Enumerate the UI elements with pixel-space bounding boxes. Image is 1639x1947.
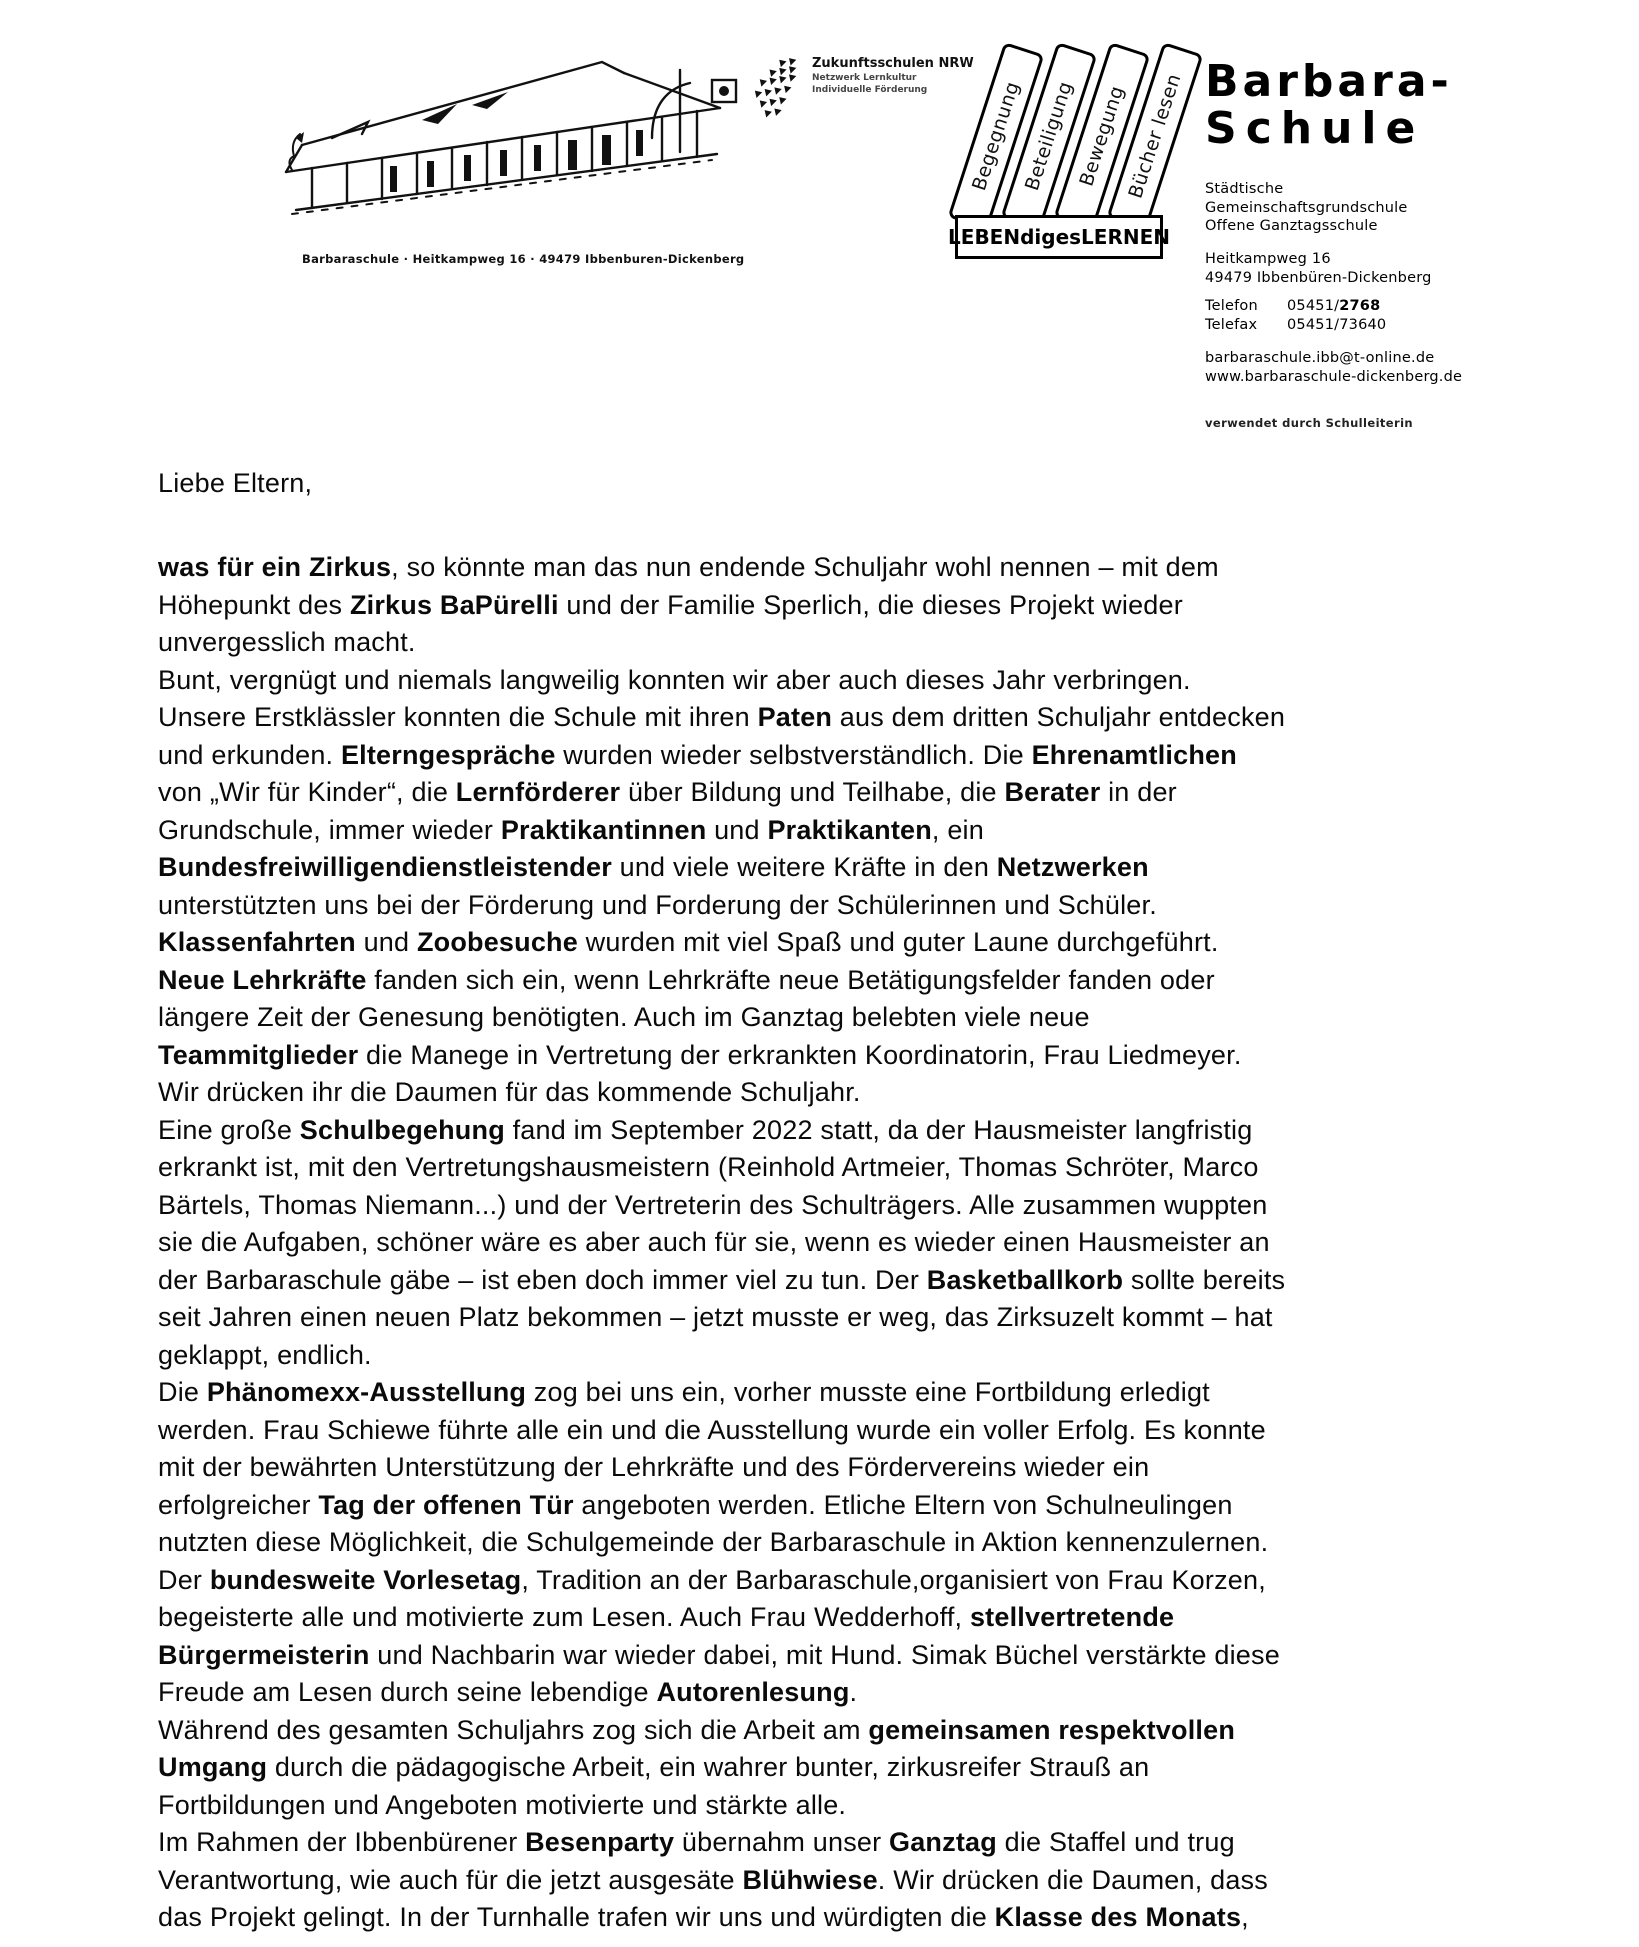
letter-line: Wir drücken ihr die Daumen für das kommende Schuljahr.: [158, 1077, 861, 1107]
letter-line: Verantwortung, wie auch für die jetzt ausgesäte Blühwiese. Wir drücken die Daumen, dass: [158, 1864, 1268, 1895]
fax-number: 05451/73640: [1287, 316, 1387, 333]
letter-line: Teammitglieder die Manege in Vertretung der erkrankten Koordinatorin, Frau Liedmeyer.: [158, 1039, 1242, 1070]
letter-line: der Barbaraschule gäbe – ist eben doch immer viel zu tun. Der Basketballkorb sollte bereits: [158, 1264, 1286, 1295]
ribbon-4: Bücher lesen: [1107, 42, 1204, 230]
phone-label: Telefon: [1205, 298, 1258, 314]
letter-line: werden. Frau Schiewe führte alle ein und die Ausstellung wurde ein voller Erfolg. Es konnte: [158, 1414, 1266, 1445]
letter-line: Während des gesamten Schuljahrs zog sich die Arbeit am gemeinsamen respektvollen: [158, 1714, 1236, 1745]
letter-line: Klassenfahrten und Zoobesuche wurden mit viel Spaß und guter Laune durchgeführt.: [158, 927, 1219, 957]
school-email: barbaraschule.ibb@t-online.de: [1205, 350, 1435, 366]
letter-line: Bundesfreiwilligendienstleistender und viele weitere Kräfte in den Netzwerken: [158, 852, 1149, 882]
letter-line: Umgang durch die pädagogische Arbeit, ein wahrer bunter, zirkusreifer Strauß an: [158, 1752, 1150, 1782]
phone-line: [1205, 297, 1386, 316]
ribbon-3: Bewegung: [1054, 42, 1151, 230]
letter-line: Unsere Erstklässler konnten die Schule mit ihren Paten aus dem dritten Schuljahr entdecken: [158, 702, 1286, 732]
letter-line: unterstützten uns bei der Förderung und Forderung der Schülerinnen und Schüler.: [158, 889, 1157, 920]
letter-line: mit der bewährten Unterstützung der Lehrkräfte und des Fördervereins wieder ein: [158, 1452, 1150, 1482]
letter-line: und erkunden. Elterngespräche wurden wieder selbstverständlich. Die Ehrenamtlichen: [158, 739, 1237, 770]
school-type3: Offene Ganztagsschule: [1205, 218, 1378, 234]
nrw-logo-title: Zukunftsschulen NRW: [812, 56, 974, 71]
nrw-dots-icon: [750, 58, 802, 120]
nrw-logo-line2: Netzwerk Lernkultur: [812, 73, 917, 83]
letter-line: Bunt, vergnügt und niemals langweilig konnten wir aber auch dieses Jahr verbringen.: [158, 664, 1191, 695]
building-caption: Barbaraschule · Heitkampweg 16 · 49479 Ibbenburen-Dickenberg: [302, 252, 745, 266]
ribbon-1: Begegnung: [948, 42, 1045, 230]
fax-line: [1205, 316, 1386, 335]
letter-line: geklappt, endlich.: [158, 1339, 372, 1370]
school-city: 49479 Ibbenbüren-Dickenberg: [1205, 269, 1432, 286]
school-building-sketch: [272, 42, 742, 222]
school-type2: Gemeinschaftsgrundschule: [1205, 199, 1408, 216]
school-phone-block: [1205, 297, 1386, 334]
letter-line: Bärtels, Thomas Niemann...) und der Vertreterin des Schulträgers. Alle zusammen wuppten: [158, 1189, 1268, 1220]
school-identity-block: [1205, 58, 1545, 448]
school-type-block: [1205, 180, 1408, 236]
letter-line: unvergesslich macht.: [158, 627, 416, 657]
letter-line: Bürgermeisterin und Nachbarin war wieder dabei, mit Hund. Simak Büchel verstärkte diese: [158, 1639, 1280, 1670]
letter-line: Freude am Lesen durch seine lebendige Autorenlesung.: [158, 1677, 858, 1707]
letter-line: seit Jahren einen neuen Platz bekommen – jetzt musste er weg, das Zirksuzelt kommt – hat: [158, 1302, 1273, 1332]
building-drawing-icon: [272, 42, 742, 222]
letter-line: Im Rahmen der Ibbenbürener Besenparty übernahm unser Ganztag die Staffel und trug: [158, 1827, 1235, 1857]
salutation: Liebe Eltern,: [158, 468, 313, 498]
letter-line: was für ein Zirkus, so könnte man das nun endende Schuljahr wohl nennen – mit dem: [158, 552, 1219, 582]
letter-line: erkrankt ist, mit den Vertretungshausmeistern (Reinhold Artmeier, Thomas Schröter, Marco: [158, 1152, 1259, 1182]
letter-line: Der bundesweite Vorlesetag, Tradition an der Barbaraschule,organisiert von Frau Korzen,: [158, 1564, 1266, 1595]
letter-line: sie die Aufgaben, schöner wäre es aber auch für sie, wenn es wieder einen Hausmeister an: [158, 1227, 1270, 1257]
school-title-line2: Schule: [1205, 103, 1425, 154]
school-title-line1: Barbara-: [1205, 56, 1453, 107]
letter-line: Grundschule, immer wieder Praktikantinnen und Praktikanten, ein: [158, 814, 984, 845]
letter-line: Höhepunkt des Zirkus BaPürelli und der Familie Sperlich, die dieses Projekt wieder: [158, 589, 1183, 620]
letter-line: von „Wir für Kinder“, die Lernförderer über Bildung und Teilhabe, die Berater in der: [158, 777, 1177, 807]
school-type1: Städtische: [1205, 181, 1284, 197]
letter-line: Fortbildungen und Angeboten motivierte und stärkte alle.: [158, 1789, 847, 1820]
letter-line: nutzten diese Möglichkeit, die Schulgemeinde der Barbaraschule in Aktion kennenzulernen.: [158, 1527, 1269, 1557]
school-website: www.barbaraschule-dickenberg.de: [1205, 368, 1463, 385]
letter-body: [158, 549, 1538, 1937]
usage-note: verwendet durch Schulleiterin: [1205, 416, 1414, 430]
letter-line: Neue Lehrkräfte fanden sich ein, wenn Lehrkräfte neue Betätigungsfelder fanden oder: [158, 964, 1215, 995]
letter-line: längere Zeit der Genesung benötigten. Auch im Ganztag belebten viele neue: [158, 1002, 1090, 1032]
letter-line: erfolgreicher Tag der offenen Tür angeboten werden. Etliche Eltern von Schulneulingen: [158, 1489, 1233, 1520]
letter-line: Eine große Schulbegehung fand im September 2022 statt, da der Hausmeister langfristig: [158, 1114, 1253, 1145]
school-contact-block: [1205, 349, 1462, 386]
letter-line: Die Phänomexx-Ausstellung zog bei uns ein, vorher musste eine Fortbildung erledigt: [158, 1377, 1210, 1407]
ribbon-2: Beteiligung: [1001, 42, 1098, 230]
nrw-logo-line3: Individuelle Förderung: [812, 84, 928, 95]
phone-number: 05451/2768: [1287, 298, 1381, 314]
motto-box: LEBENdigesLERNEN: [955, 215, 1163, 259]
fax-label: Telefax: [1205, 316, 1258, 333]
school-street: Heitkampweg 16: [1205, 251, 1331, 267]
letter-line: begeisterte alle und motivierte zum Lesen. Auch Frau Wedderhoff, stellvertretende: [158, 1602, 1175, 1632]
letter-line: das Projekt gelingt. In der Turnhalle trafen wir uns und würdigten die Klasse des Monats,: [158, 1902, 1249, 1932]
school-address-block: [1205, 250, 1432, 287]
